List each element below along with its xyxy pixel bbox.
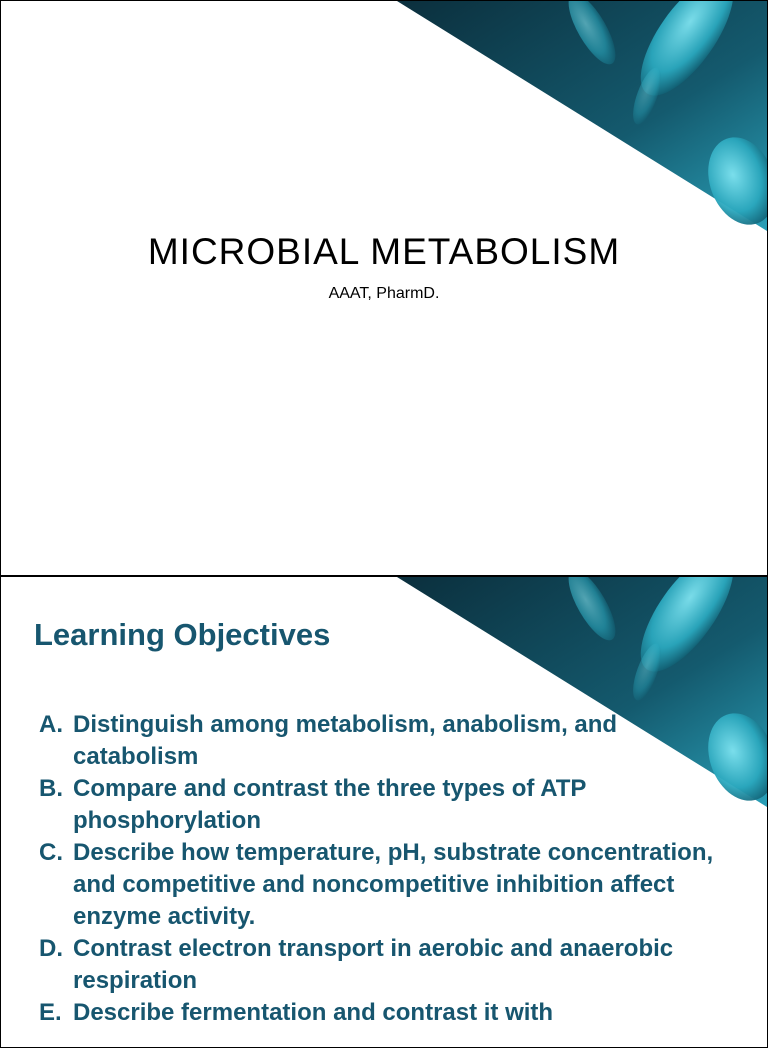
slide-title: Learning Objectives	[34, 617, 331, 652]
item-letter: C.	[39, 839, 63, 866]
item-letter: B.	[39, 775, 63, 802]
objectives-list	[39, 709, 747, 1029]
list-item	[39, 997, 747, 1029]
item-text: Distinguish among metabolism, anabolism, and catabolism	[73, 711, 618, 770]
item-letter: A.	[39, 711, 63, 738]
item-text: Describe how temperature, pH, substrate concentration, and competitive and noncompetitive inhibition affect enzyme activity.	[73, 839, 714, 930]
objectives-slide	[0, 576, 768, 1048]
item-letter: D.	[39, 935, 63, 962]
item-text: Describe fermentation and contrast it with	[73, 999, 554, 1026]
list-item	[39, 709, 747, 773]
item-text: Contrast electron transport in aerobic and anaerobic respiration	[73, 935, 674, 994]
item-letter: E.	[39, 999, 62, 1026]
slide-title: MICROBIAL METABOLISM	[147, 231, 621, 272]
bacteria-micrograph-icon	[397, 1, 767, 231]
item-text: Compare and contrast the three types of ATP phosphorylation	[73, 775, 586, 834]
list-item	[39, 773, 747, 837]
list-item	[39, 837, 747, 933]
list-item	[39, 933, 747, 997]
slide-subtitle: AAAT, PharmD.	[328, 285, 440, 302]
